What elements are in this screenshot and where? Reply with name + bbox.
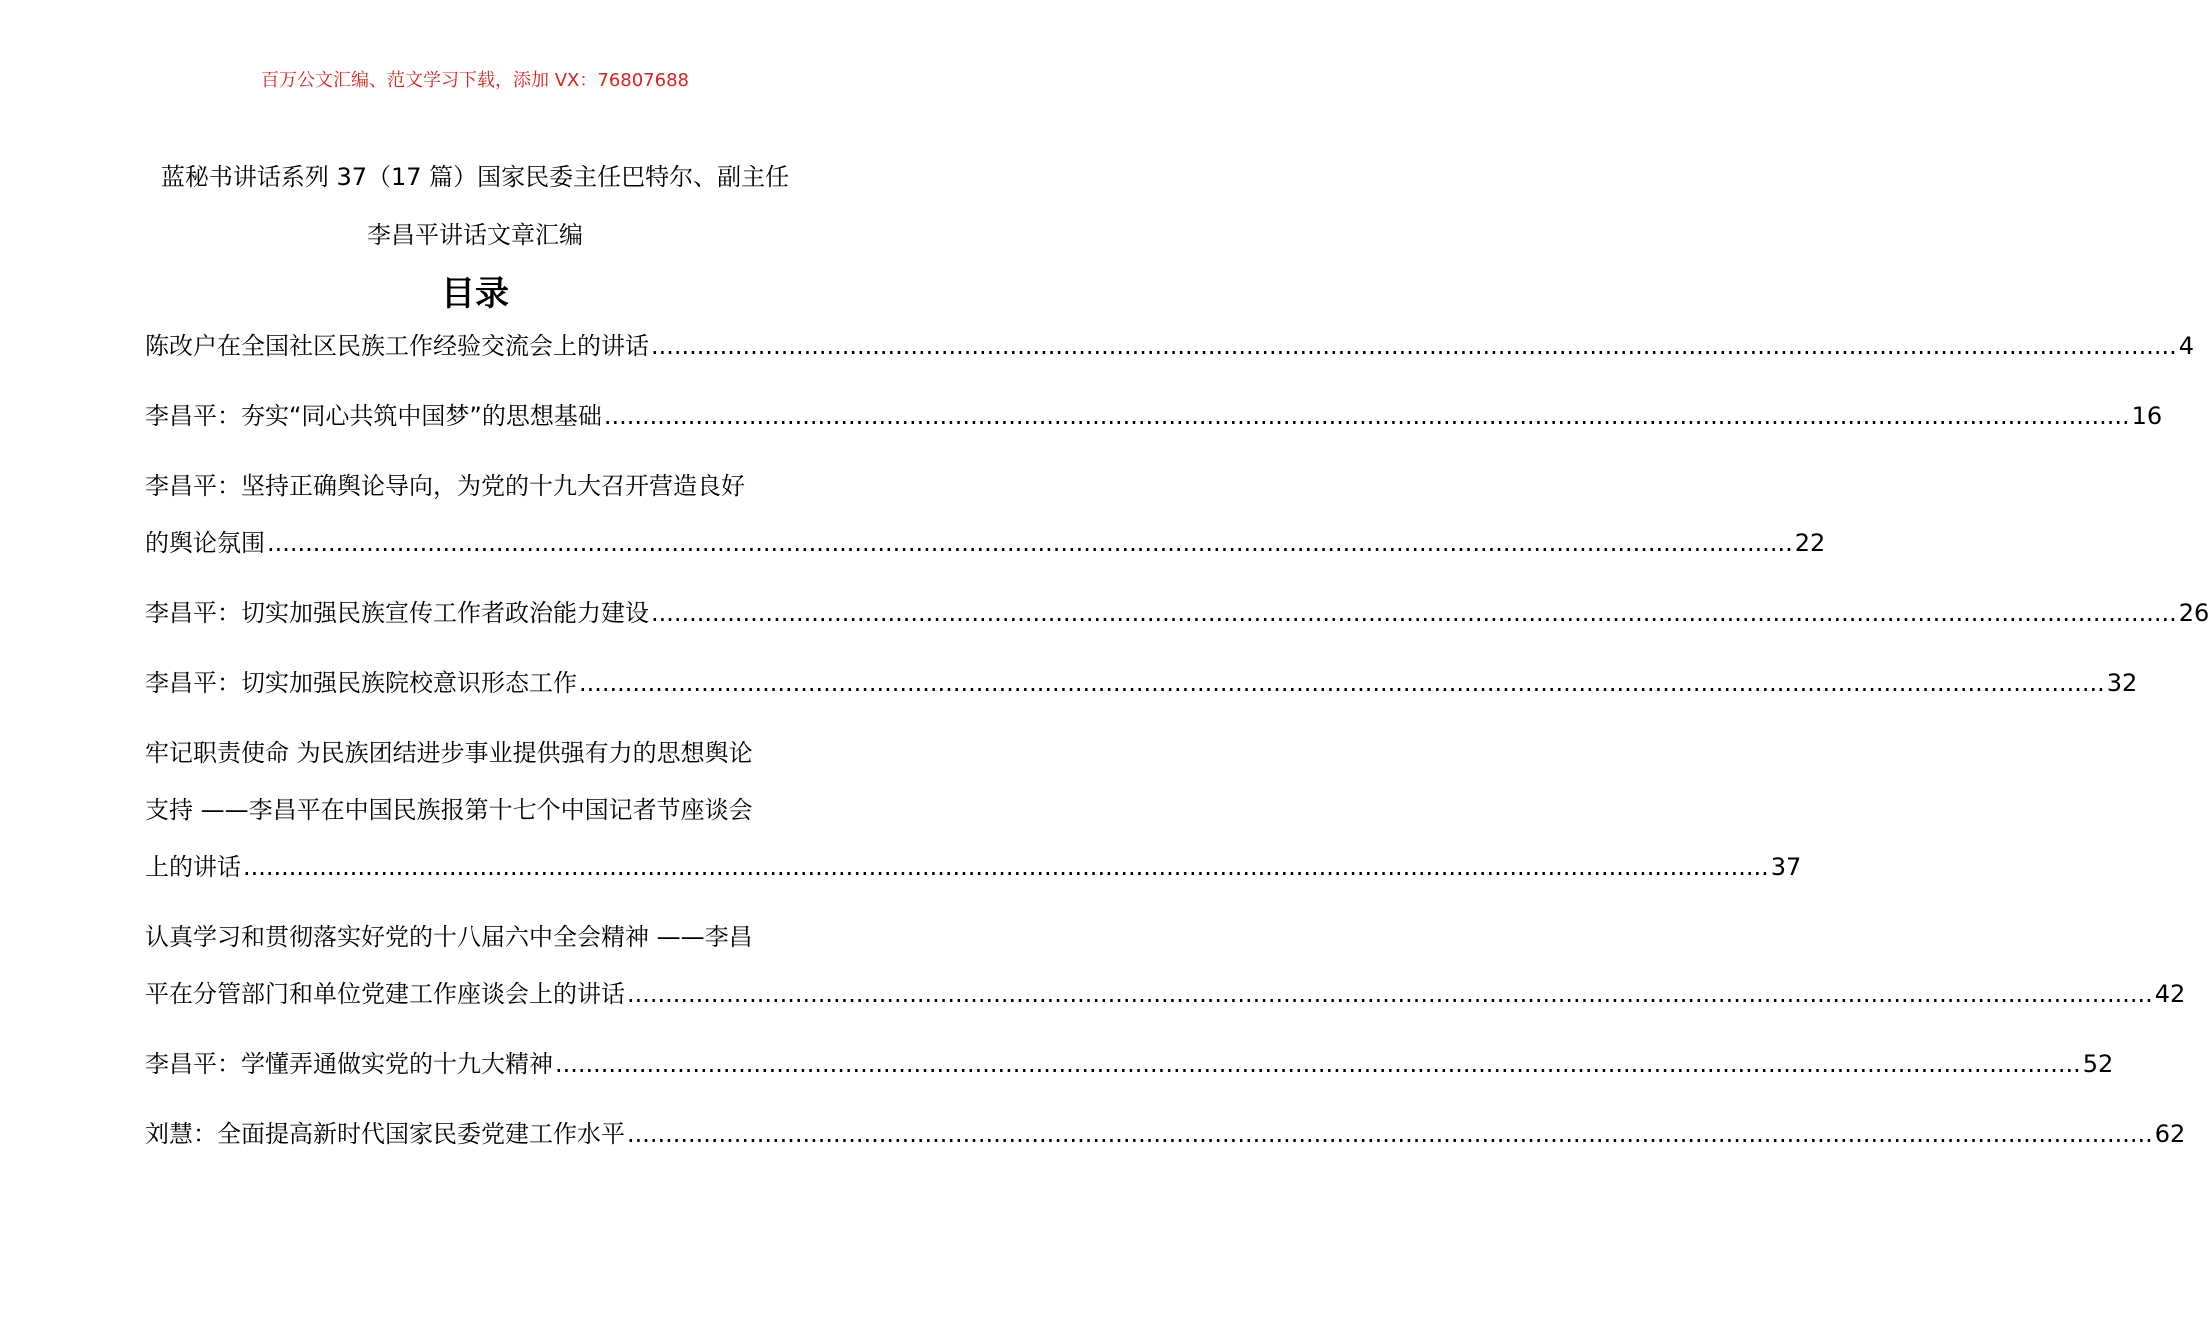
toc-entry-last-line — [145, 585, 2209, 642]
toc-entry-last-line — [145, 388, 2163, 445]
toc-leader-dots: ........................................................................................................................................................................................................ — [627, 980, 2153, 1008]
toc-leader-dots: ........................................................................................................................................................................................................ — [627, 1120, 2153, 1148]
toc-leader-dots: ........................................................................................................................................................................................................ — [243, 853, 1769, 881]
header-banner: 百万公文汇编、范文学习下载，添加 VX：76807688 — [261, 70, 689, 91]
toc-entry-title-line: 的舆论氛围 — [145, 529, 265, 557]
toc-leader-dots: ........................................................................................................................................................................................................ — [579, 669, 2105, 697]
toc-entry[interactable] — [145, 909, 2186, 1023]
document-title — [143, 148, 807, 264]
toc-leader-dots: ........................................................................................................................................................................................................ — [651, 599, 2177, 627]
toc-entry-last-line — [145, 839, 1802, 896]
toc-entry-last-line — [145, 966, 2186, 1023]
toc-leader-dots: ........................................................................................................................................................................................................ — [651, 332, 2177, 360]
toc-page-number: 26 — [2178, 599, 2209, 627]
toc-heading: 目录 — [441, 274, 509, 314]
toc-page-number: 42 — [2154, 980, 2186, 1008]
toc-leader-dots: ........................................................................................................................................................................................................ — [267, 529, 1793, 557]
toc-entry-last-line — [145, 1036, 2114, 1093]
table-of-contents — [145, 318, 2209, 1176]
toc-page-number: 32 — [2106, 669, 2138, 697]
toc-page-number: 52 — [2082, 1050, 2114, 1078]
toc-entry[interactable] — [145, 725, 1802, 896]
toc-entry-title-line: 李昌平：切实加强民族院校意识形态工作 — [145, 669, 577, 697]
toc-entry-title-line: 刘慧：全面提高新时代国家民委党建工作水平 — [145, 1120, 625, 1148]
toc-entry[interactable] — [145, 655, 2138, 712]
toc-entry-title-line: 李昌平：学懂弄通做实党的十九大精神 — [145, 1050, 553, 1078]
toc-leader-dots: ........................................................................................................................................................................................................ — [603, 402, 2130, 430]
toc-entry-last-line — [145, 655, 2138, 712]
toc-entry-title-line: 李昌平：夯实“同心共筑中国梦”的思想基础 — [145, 402, 602, 430]
toc-entry-title-line: 认真学习和贯彻落实好党的十八届六中全会精神 ——李昌 — [145, 923, 753, 951]
toc-entry-last-line — [145, 1106, 2186, 1163]
toc-entry-title-line: 支持 ——李昌平在中国民族报第十七个中国记者节座谈会 — [145, 796, 753, 824]
toc-entry[interactable] — [145, 388, 2163, 445]
toc-entry[interactable] — [145, 585, 2209, 642]
toc-entry[interactable] — [145, 1106, 2186, 1163]
toc-page-number: 4 — [2178, 332, 2195, 360]
toc-entry-title-line: 李昌平：切实加强民族宣传工作者政治能力建设 — [145, 599, 649, 627]
toc-page-number: 16 — [2131, 402, 2163, 430]
toc-entry[interactable] — [145, 458, 1826, 572]
toc-entry-title-line: 牢记职责使命 为民族团结进步事业提供强有力的思想舆论 — [145, 739, 753, 767]
toc-entry[interactable] — [145, 318, 2195, 375]
toc-entry[interactable] — [145, 1036, 2114, 1093]
toc-page-number: 62 — [2154, 1120, 2186, 1148]
document-title-line-1: 蓝秘书讲话系列 37（17 篇）国家民委主任巴特尔、副主任 — [160, 163, 790, 191]
toc-entry-last-line — [145, 318, 2195, 375]
toc-entry-title-line: 陈改户在全国社区民族工作经验交流会上的讲话 — [145, 332, 649, 360]
toc-entry-title-line: 上的讲话 — [145, 853, 241, 881]
toc-leader-dots: ........................................................................................................................................................................................................ — [555, 1050, 2081, 1078]
toc-entry-last-line — [145, 515, 1826, 572]
toc-page-number: 37 — [1770, 853, 1802, 881]
document-title-line-2: 李昌平讲话文章汇编 — [367, 221, 583, 249]
toc-entry-title-line: 平在分管部门和单位党建工作座谈会上的讲话 — [145, 980, 625, 1008]
toc-page-number: 22 — [1794, 529, 1826, 557]
toc-entry-title-line: 李昌平：坚持正确舆论导向，为党的十九大召开营造良好 — [145, 472, 745, 500]
